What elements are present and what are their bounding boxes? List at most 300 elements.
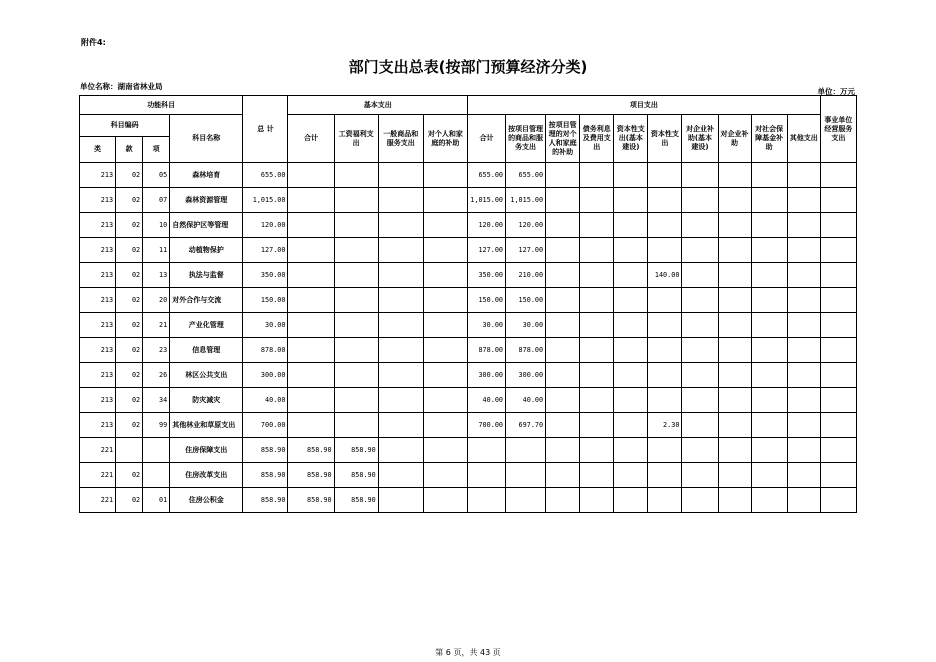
subject-name-cell: 森林资源管理 bbox=[170, 188, 243, 213]
goods-cell bbox=[378, 338, 423, 363]
table-body bbox=[80, 163, 857, 513]
subject-name-cell: 林区公共支出 bbox=[170, 363, 243, 388]
project-personal-cell bbox=[546, 413, 580, 438]
social-security-cell bbox=[751, 488, 787, 513]
project-total-cell: 878.00 bbox=[467, 338, 505, 363]
header-project-goods: 按项目管理的商品和服务支出 bbox=[506, 115, 546, 163]
project-goods-cell: 878.00 bbox=[506, 338, 546, 363]
enterprise-infra-cell bbox=[682, 363, 718, 388]
personal-cell bbox=[423, 438, 467, 463]
capital-cell bbox=[648, 488, 682, 513]
header-basic-total: 合计 bbox=[288, 115, 334, 163]
debt-interest-cell bbox=[580, 463, 614, 488]
project-personal-cell bbox=[546, 313, 580, 338]
wages-cell: 858.90 bbox=[334, 488, 378, 513]
header-lei: 类 bbox=[80, 137, 116, 163]
capital-cell bbox=[648, 188, 682, 213]
project-total-cell: 30.00 bbox=[467, 313, 505, 338]
other-cell bbox=[787, 363, 820, 388]
basic-total-cell bbox=[288, 213, 334, 238]
enterprise-cell bbox=[718, 188, 751, 213]
debt-interest-cell bbox=[580, 263, 614, 288]
social-security-cell bbox=[751, 463, 787, 488]
subject-name-cell: 动植物保护 bbox=[170, 238, 243, 263]
personal-cell bbox=[423, 288, 467, 313]
social-security-cell bbox=[751, 213, 787, 238]
capital-infra-cell bbox=[614, 413, 648, 438]
table-row bbox=[80, 488, 857, 513]
header-personal-subsidy: 对个人和家庭的补助 bbox=[423, 115, 467, 163]
project-goods-cell: 150.00 bbox=[506, 288, 546, 313]
project-total-cell: 655.00 bbox=[467, 163, 505, 188]
capital-infra-cell bbox=[614, 288, 648, 313]
other-cell bbox=[787, 438, 820, 463]
project-total-cell: 40.00 bbox=[467, 388, 505, 413]
kuan-cell: 02 bbox=[116, 288, 143, 313]
header-other: 其他支出 bbox=[787, 115, 820, 163]
total-cell: 150.00 bbox=[243, 288, 288, 313]
public-unit-cell bbox=[820, 338, 856, 363]
table-row bbox=[80, 213, 857, 238]
project-total-cell: 1,015.00 bbox=[467, 188, 505, 213]
enterprise-cell bbox=[718, 388, 751, 413]
debt-interest-cell bbox=[580, 363, 614, 388]
table-row bbox=[80, 338, 857, 363]
total-cell: 350.00 bbox=[243, 263, 288, 288]
kuan-cell: 02 bbox=[116, 388, 143, 413]
debt-interest-cell bbox=[580, 488, 614, 513]
project-goods-cell: 655.00 bbox=[506, 163, 546, 188]
public-unit-cell bbox=[820, 363, 856, 388]
enterprise-infra-cell bbox=[682, 438, 718, 463]
project-total-cell: 350.00 bbox=[467, 263, 505, 288]
xiang-cell bbox=[143, 438, 170, 463]
project-total-cell: 120.00 bbox=[467, 213, 505, 238]
enterprise-infra-cell bbox=[682, 313, 718, 338]
xiang-cell: 07 bbox=[143, 188, 170, 213]
wages-cell bbox=[334, 213, 378, 238]
capital-infra-cell bbox=[614, 488, 648, 513]
basic-total-cell: 858.90 bbox=[288, 438, 334, 463]
xiang-cell: 23 bbox=[143, 338, 170, 363]
header-goods-services: 一般商品和服务支出 bbox=[378, 115, 423, 163]
header-capital-infra: 资本性支出(基本建设) bbox=[614, 115, 648, 163]
goods-cell bbox=[378, 188, 423, 213]
public-unit-cell bbox=[820, 438, 856, 463]
capital-cell bbox=[648, 388, 682, 413]
public-unit-cell bbox=[820, 288, 856, 313]
basic-total-cell bbox=[288, 288, 334, 313]
kuan-cell: 02 bbox=[116, 188, 143, 213]
basic-total-cell: 858.90 bbox=[288, 463, 334, 488]
basic-total-cell bbox=[288, 413, 334, 438]
total-cell: 127.00 bbox=[243, 238, 288, 263]
capital-cell bbox=[648, 438, 682, 463]
enterprise-cell bbox=[718, 238, 751, 263]
wages-cell bbox=[334, 163, 378, 188]
kuan-cell bbox=[116, 438, 143, 463]
header-debt-interest: 债务利息及费用支出 bbox=[580, 115, 614, 163]
xiang-cell: 01 bbox=[143, 488, 170, 513]
project-personal-cell bbox=[546, 438, 580, 463]
project-goods-cell: 210.00 bbox=[506, 263, 546, 288]
header-kuan: 款 bbox=[116, 137, 143, 163]
enterprise-cell bbox=[718, 263, 751, 288]
table-row bbox=[80, 438, 857, 463]
xiang-cell: 21 bbox=[143, 313, 170, 338]
header-subject-name: 科目名称 bbox=[170, 115, 243, 163]
kuan-cell: 02 bbox=[116, 338, 143, 363]
project-personal-cell bbox=[546, 388, 580, 413]
xiang-cell: 10 bbox=[143, 213, 170, 238]
lei-cell: 213 bbox=[80, 238, 116, 263]
social-security-cell bbox=[751, 438, 787, 463]
goods-cell bbox=[378, 413, 423, 438]
project-personal-cell bbox=[546, 488, 580, 513]
enterprise-cell bbox=[718, 463, 751, 488]
wages-cell bbox=[334, 288, 378, 313]
public-unit-cell bbox=[820, 413, 856, 438]
goods-cell bbox=[378, 288, 423, 313]
capital-cell bbox=[648, 313, 682, 338]
social-security-cell bbox=[751, 413, 787, 438]
other-cell bbox=[787, 313, 820, 338]
social-security-cell bbox=[751, 288, 787, 313]
debt-interest-cell bbox=[580, 188, 614, 213]
project-goods-cell: 1,015.00 bbox=[506, 188, 546, 213]
enterprise-infra-cell bbox=[682, 263, 718, 288]
subject-name-cell: 执法与监督 bbox=[170, 263, 243, 288]
lei-cell: 221 bbox=[80, 463, 116, 488]
kuan-cell: 02 bbox=[116, 163, 143, 188]
social-security-cell bbox=[751, 338, 787, 363]
project-goods-cell: 30.00 bbox=[506, 313, 546, 338]
project-goods-cell: 697.70 bbox=[506, 413, 546, 438]
capital-cell: 2.30 bbox=[648, 413, 682, 438]
project-total-cell: 700.00 bbox=[467, 413, 505, 438]
total-cell: 858.90 bbox=[243, 438, 288, 463]
basic-total-cell: 858.90 bbox=[288, 488, 334, 513]
enterprise-cell bbox=[718, 313, 751, 338]
kuan-cell: 02 bbox=[116, 413, 143, 438]
lei-cell: 213 bbox=[80, 413, 116, 438]
wages-cell bbox=[334, 188, 378, 213]
public-unit-cell bbox=[820, 313, 856, 338]
enterprise-infra-cell bbox=[682, 188, 718, 213]
goods-cell bbox=[378, 313, 423, 338]
kuan-cell: 02 bbox=[116, 363, 143, 388]
goods-cell bbox=[378, 488, 423, 513]
other-cell bbox=[787, 488, 820, 513]
project-personal-cell bbox=[546, 163, 580, 188]
xiang-cell: 20 bbox=[143, 288, 170, 313]
project-personal-cell bbox=[546, 363, 580, 388]
header-enterprise: 对企业补助 bbox=[718, 115, 751, 163]
subject-name-cell: 对外合作与交流 bbox=[170, 288, 243, 313]
header-enterprise-infra: 对企业补助(基本建设) bbox=[682, 115, 718, 163]
project-personal-cell bbox=[546, 238, 580, 263]
public-unit-cell bbox=[820, 388, 856, 413]
debt-interest-cell bbox=[580, 388, 614, 413]
project-goods-cell: 120.00 bbox=[506, 213, 546, 238]
total-cell: 30.00 bbox=[243, 313, 288, 338]
personal-cell bbox=[423, 238, 467, 263]
subject-name-cell: 信息管理 bbox=[170, 338, 243, 363]
capital-infra-cell bbox=[614, 213, 648, 238]
personal-cell bbox=[423, 463, 467, 488]
capital-infra-cell bbox=[614, 263, 648, 288]
basic-total-cell bbox=[288, 188, 334, 213]
enterprise-cell bbox=[718, 163, 751, 188]
basic-total-cell bbox=[288, 338, 334, 363]
project-total-cell: 150.00 bbox=[467, 288, 505, 313]
capital-infra-cell bbox=[614, 238, 648, 263]
goods-cell bbox=[378, 388, 423, 413]
other-cell bbox=[787, 163, 820, 188]
other-cell bbox=[787, 413, 820, 438]
kuan-cell: 02 bbox=[116, 238, 143, 263]
personal-cell bbox=[423, 413, 467, 438]
capital-infra-cell bbox=[614, 338, 648, 363]
enterprise-cell bbox=[718, 338, 751, 363]
basic-total-cell bbox=[288, 163, 334, 188]
capital-infra-cell bbox=[614, 388, 648, 413]
goods-cell bbox=[378, 163, 423, 188]
kuan-cell: 02 bbox=[116, 213, 143, 238]
enterprise-infra-cell bbox=[682, 413, 718, 438]
project-personal-cell bbox=[546, 288, 580, 313]
project-goods-cell: 300.00 bbox=[506, 363, 546, 388]
social-security-cell bbox=[751, 163, 787, 188]
capital-infra-cell bbox=[614, 463, 648, 488]
page-title: 部门支出总表(按部门预算经济分类) bbox=[348, 58, 588, 76]
wages-cell: 858.90 bbox=[334, 463, 378, 488]
xiang-cell: 11 bbox=[143, 238, 170, 263]
attachment-label: 附件4: bbox=[81, 38, 106, 47]
enterprise-cell bbox=[718, 288, 751, 313]
table-row bbox=[80, 263, 857, 288]
wages-cell bbox=[334, 263, 378, 288]
capital-infra-cell bbox=[614, 163, 648, 188]
subject-name-cell: 产业化管理 bbox=[170, 313, 243, 338]
total-cell: 858.90 bbox=[243, 488, 288, 513]
other-cell bbox=[787, 188, 820, 213]
capital-infra-cell bbox=[614, 188, 648, 213]
page-footer: 第 6 页，共 43 页 bbox=[435, 648, 501, 657]
subject-name-cell: 住房保障支出 bbox=[170, 438, 243, 463]
project-personal-cell bbox=[546, 213, 580, 238]
capital-cell bbox=[648, 213, 682, 238]
capital-infra-cell bbox=[614, 438, 648, 463]
header-wages: 工资福利支出 bbox=[334, 115, 378, 163]
goods-cell bbox=[378, 463, 423, 488]
other-cell bbox=[787, 238, 820, 263]
social-security-cell bbox=[751, 363, 787, 388]
wages-cell bbox=[334, 313, 378, 338]
total-cell: 655.00 bbox=[243, 163, 288, 188]
capital-infra-cell bbox=[614, 313, 648, 338]
lei-cell: 213 bbox=[80, 388, 116, 413]
lei-cell: 213 bbox=[80, 188, 116, 213]
enterprise-cell bbox=[718, 213, 751, 238]
total-cell: 878.00 bbox=[243, 338, 288, 363]
project-goods-cell bbox=[506, 463, 546, 488]
personal-cell bbox=[423, 313, 467, 338]
goods-cell bbox=[378, 238, 423, 263]
public-unit-cell bbox=[820, 463, 856, 488]
project-personal-cell bbox=[546, 263, 580, 288]
public-unit-cell bbox=[820, 238, 856, 263]
total-cell: 1,015.00 bbox=[243, 188, 288, 213]
personal-cell bbox=[423, 488, 467, 513]
project-personal-cell bbox=[546, 463, 580, 488]
header-public-unit: 事业单位经营服务支出 bbox=[820, 96, 856, 163]
public-unit-cell bbox=[820, 488, 856, 513]
project-personal-cell bbox=[546, 338, 580, 363]
enterprise-infra-cell bbox=[682, 388, 718, 413]
project-total-cell: 127.00 bbox=[467, 238, 505, 263]
subject-name-cell: 住房改革支出 bbox=[170, 463, 243, 488]
project-total-cell bbox=[467, 463, 505, 488]
social-security-cell bbox=[751, 238, 787, 263]
enterprise-infra-cell bbox=[682, 213, 718, 238]
other-cell bbox=[787, 338, 820, 363]
xiang-cell bbox=[143, 463, 170, 488]
project-total-cell: 300.00 bbox=[467, 363, 505, 388]
social-security-cell bbox=[751, 263, 787, 288]
capital-cell bbox=[648, 163, 682, 188]
personal-cell bbox=[423, 163, 467, 188]
debt-interest-cell bbox=[580, 438, 614, 463]
lei-cell: 213 bbox=[80, 288, 116, 313]
debt-interest-cell bbox=[580, 413, 614, 438]
basic-total-cell bbox=[288, 263, 334, 288]
capital-infra-cell bbox=[614, 363, 648, 388]
table-row bbox=[80, 313, 857, 338]
capital-cell bbox=[648, 238, 682, 263]
lei-cell: 213 bbox=[80, 163, 116, 188]
basic-total-cell bbox=[288, 363, 334, 388]
debt-interest-cell bbox=[580, 238, 614, 263]
other-cell bbox=[787, 263, 820, 288]
xiang-cell: 99 bbox=[143, 413, 170, 438]
enterprise-cell bbox=[718, 363, 751, 388]
table-row bbox=[80, 288, 857, 313]
social-security-cell bbox=[751, 188, 787, 213]
personal-cell bbox=[423, 188, 467, 213]
debt-interest-cell bbox=[580, 163, 614, 188]
basic-total-cell bbox=[288, 238, 334, 263]
xiang-cell: 26 bbox=[143, 363, 170, 388]
personal-cell bbox=[423, 263, 467, 288]
capital-cell bbox=[648, 363, 682, 388]
enterprise-infra-cell bbox=[682, 288, 718, 313]
header-project: 项目支出 bbox=[467, 96, 820, 115]
kuan-cell: 02 bbox=[116, 463, 143, 488]
social-security-cell bbox=[751, 313, 787, 338]
social-security-cell bbox=[751, 388, 787, 413]
personal-cell bbox=[423, 388, 467, 413]
debt-interest-cell bbox=[580, 338, 614, 363]
lei-cell: 213 bbox=[80, 338, 116, 363]
lei-cell: 213 bbox=[80, 313, 116, 338]
debt-interest-cell bbox=[580, 288, 614, 313]
header-project-personal: 按项目管理的对个人和家庭的补助 bbox=[546, 115, 580, 163]
subject-name-cell: 自然保护区等管理 bbox=[170, 213, 243, 238]
public-unit-cell bbox=[820, 213, 856, 238]
table-row bbox=[80, 413, 857, 438]
lei-cell: 213 bbox=[80, 213, 116, 238]
table-row bbox=[80, 463, 857, 488]
table-row bbox=[80, 163, 857, 188]
public-unit-cell bbox=[820, 163, 856, 188]
capital-cell: 140.00 bbox=[648, 263, 682, 288]
subject-name-cell: 防灾减灾 bbox=[170, 388, 243, 413]
enterprise-cell bbox=[718, 413, 751, 438]
unit-name: 单位名称：湖南省林业局 bbox=[80, 82, 163, 91]
wages-cell bbox=[334, 388, 378, 413]
lei-cell: 213 bbox=[80, 263, 116, 288]
expenditure-table bbox=[79, 95, 857, 513]
wages-cell bbox=[334, 238, 378, 263]
goods-cell bbox=[378, 363, 423, 388]
subject-name-cell: 住房公积金 bbox=[170, 488, 243, 513]
enterprise-cell bbox=[718, 488, 751, 513]
project-goods-cell: 40.00 bbox=[506, 388, 546, 413]
total-cell: 40.00 bbox=[243, 388, 288, 413]
header-social-security: 对社会保障基金补助 bbox=[751, 115, 787, 163]
enterprise-infra-cell bbox=[682, 488, 718, 513]
xiang-cell: 34 bbox=[143, 388, 170, 413]
wages-cell bbox=[334, 338, 378, 363]
personal-cell bbox=[423, 338, 467, 363]
table-row bbox=[80, 238, 857, 263]
header-basic: 基本支出 bbox=[288, 96, 467, 115]
kuan-cell: 02 bbox=[116, 313, 143, 338]
goods-cell bbox=[378, 263, 423, 288]
personal-cell bbox=[423, 213, 467, 238]
header-total: 总 计 bbox=[243, 96, 288, 163]
xiang-cell: 05 bbox=[143, 163, 170, 188]
table-row bbox=[80, 388, 857, 413]
total-cell: 700.00 bbox=[243, 413, 288, 438]
enterprise-infra-cell bbox=[682, 338, 718, 363]
header-capital: 资本性支出 bbox=[648, 115, 682, 163]
total-cell: 300.00 bbox=[243, 363, 288, 388]
enterprise-infra-cell bbox=[682, 238, 718, 263]
debt-interest-cell bbox=[580, 213, 614, 238]
basic-total-cell bbox=[288, 313, 334, 338]
basic-total-cell bbox=[288, 388, 334, 413]
table-row bbox=[80, 188, 857, 213]
header-subject-code: 科目编码 bbox=[80, 115, 170, 137]
capital-cell bbox=[648, 463, 682, 488]
project-goods-cell bbox=[506, 438, 546, 463]
subject-name-cell: 其他林业和草原支出 bbox=[170, 413, 243, 438]
total-cell: 120.00 bbox=[243, 213, 288, 238]
header-function-subject: 功能科目 bbox=[80, 96, 243, 115]
wages-cell: 858.90 bbox=[334, 438, 378, 463]
project-total-cell bbox=[467, 438, 505, 463]
lei-cell: 221 bbox=[80, 488, 116, 513]
other-cell bbox=[787, 463, 820, 488]
other-cell bbox=[787, 388, 820, 413]
capital-cell bbox=[648, 338, 682, 363]
unit-label: 单位：万元 bbox=[817, 87, 855, 96]
goods-cell bbox=[378, 438, 423, 463]
kuan-cell: 02 bbox=[116, 263, 143, 288]
wages-cell bbox=[334, 413, 378, 438]
